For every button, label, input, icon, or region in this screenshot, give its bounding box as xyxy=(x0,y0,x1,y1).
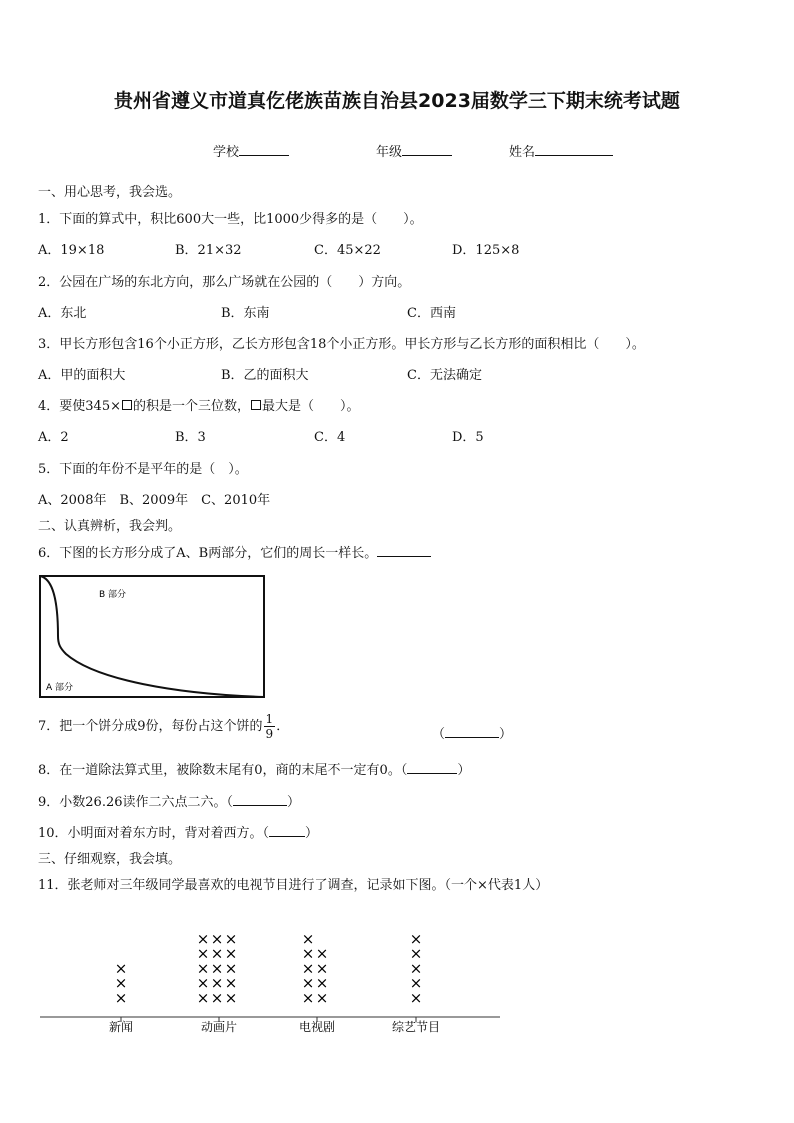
q4-option-d[interactable]: D．5 xyxy=(452,430,484,445)
q8-text-content: 8．在一道除法算式里，被除数末尾有0，商的末尾不一定有0。（ xyxy=(38,763,408,778)
tally-mark: × xyxy=(196,959,210,978)
tally-mark: × xyxy=(315,989,329,1007)
q5-options[interactable]: A、2008年 B、2009年 C、2010年 xyxy=(38,493,271,508)
grade-blank[interactable] xyxy=(402,143,452,156)
school-blank[interactable] xyxy=(239,143,289,156)
q3-option-a[interactable]: A．甲的面积大 xyxy=(38,368,126,383)
tally-mark: × xyxy=(301,944,315,963)
fraction-denominator: 9 xyxy=(265,727,274,741)
q4-text-before: 4．要使345× xyxy=(38,399,121,414)
q7-answer-blank[interactable] xyxy=(445,725,499,738)
q2-text: 2．公园在广场的东北方向，那么广场就在公园的（ ）方向。 xyxy=(38,275,411,290)
rectangle-figure xyxy=(36,572,268,702)
tally-mark: × xyxy=(409,974,423,993)
section1-heading: 一、用心思考，我会选。 xyxy=(38,185,182,200)
q1-option-b[interactable]: B．21×32 xyxy=(175,243,242,258)
tally-mark: × xyxy=(210,929,224,948)
q9-paren-close: ） xyxy=(287,795,301,810)
q1-option-c[interactable]: C．45×22 xyxy=(314,243,381,258)
q2-option-b[interactable]: B．东南 xyxy=(221,306,270,321)
q9-text-content: 9．小数26.26读作二六点二六。（ xyxy=(38,795,233,810)
tally-column-1 xyxy=(197,930,238,1007)
dividing-curve xyxy=(40,576,264,697)
q4-option-b[interactable]: B．3 xyxy=(175,430,206,445)
q3-text: 3．甲长方形包含16个小正方形，乙长方形包含18个小正方形。甲长方形与乙长方形的面积相比（ ）。 xyxy=(38,337,645,352)
tally-mark: × xyxy=(114,974,128,993)
q7-paren-close: ） xyxy=(499,727,513,742)
grade-field[interactable] xyxy=(376,141,452,160)
tally-mark: × xyxy=(224,974,238,993)
tally-column-2 xyxy=(302,930,329,1007)
tally-column-0 xyxy=(115,959,128,1007)
q7-text-before: 7．把一个饼分成9份，每份占这个饼的 xyxy=(38,719,263,734)
section3-heading: 三、仔细观察，我会填。 xyxy=(38,852,182,867)
tally-mark: × xyxy=(224,929,238,948)
category-label: 电视剧 xyxy=(298,1020,336,1034)
tally-mark: × xyxy=(210,989,224,1007)
q3-option-b[interactable]: B．乙的面积大 xyxy=(221,368,309,383)
q4-option-a[interactable]: A．2 xyxy=(38,430,69,445)
tally-mark: × xyxy=(224,944,238,963)
tally-mark: × xyxy=(301,959,315,978)
tally-mark: × xyxy=(315,944,329,963)
q2-option-a[interactable]: A．东北 xyxy=(38,306,87,321)
tally-mark: × xyxy=(196,944,210,963)
name-label: 姓名 xyxy=(509,145,536,160)
q1-text: 1．下面的算式中，积比600大一些，比1000少得多的是（ ）。 xyxy=(38,212,423,227)
tally-chart xyxy=(0,895,520,1045)
q4-text xyxy=(38,395,360,414)
q10-text xyxy=(38,822,318,841)
q6-text-content: 6．下图的长方形分成了A、B两部分，它们的周长一样长。 xyxy=(38,546,378,561)
q7-text-after: ． xyxy=(276,719,290,734)
tally-mark: × xyxy=(409,944,423,963)
q6-text xyxy=(38,542,431,561)
q1-option-a[interactable]: A．19×18 xyxy=(38,243,105,258)
name-blank[interactable] xyxy=(535,143,613,156)
q11-text: 11．张老师对三年级同学最喜欢的电视节目进行了调查，记录如下图。（一个×代表1人） xyxy=(38,878,549,893)
tally-mark: × xyxy=(210,959,224,978)
category-label: 动画片 xyxy=(200,1020,238,1034)
q1-option-d[interactable]: D．125×8 xyxy=(452,243,520,258)
box-icon xyxy=(122,400,132,410)
q10-answer-blank[interactable] xyxy=(269,824,305,837)
tally-mark: × xyxy=(196,974,210,993)
q8-text xyxy=(38,759,470,778)
tally-column-3 xyxy=(410,930,423,1007)
tally-mark: × xyxy=(409,989,423,1007)
tally-mark: × xyxy=(224,959,238,978)
label-b: B 部分 xyxy=(99,590,127,600)
q7-paren-open: （ xyxy=(432,727,446,742)
fraction-numerator: 1 xyxy=(265,712,274,726)
q4-text-after: 最大是（ ）。 xyxy=(262,399,360,414)
box-icon xyxy=(251,400,261,410)
tally-mark: × xyxy=(210,944,224,963)
q5-text: 5．下面的年份不是平年的是（ ）。 xyxy=(38,462,248,477)
tally-mark: × xyxy=(301,929,315,948)
q7-text xyxy=(38,712,289,741)
category-label: 新闻 xyxy=(108,1020,134,1034)
school-field[interactable] xyxy=(213,141,289,160)
page-title: 贵州省遵义市道真仡佬族苗族自治县2023届数学三下期末统考试题 xyxy=(114,90,680,112)
q3-option-c[interactable]: C．无法确定 xyxy=(407,368,482,383)
grade-label: 年级 xyxy=(376,145,403,160)
section2-heading: 二、认真辨析，我会判。 xyxy=(38,519,182,534)
tally-mark: × xyxy=(315,974,329,993)
category-label: 综艺节目 xyxy=(391,1020,441,1034)
tally-mark: × xyxy=(114,989,128,1007)
q8-paren-close: ） xyxy=(457,763,471,778)
fraction xyxy=(264,712,276,741)
rectangle-border xyxy=(40,576,264,697)
tally-mark: × xyxy=(301,989,315,1007)
name-field[interactable] xyxy=(509,141,613,160)
q4-text-middle: 的积是一个三位数， xyxy=(132,399,250,414)
q4-option-c[interactable]: C．4 xyxy=(314,430,346,445)
tally-mark: × xyxy=(409,959,423,978)
q9-answer-blank[interactable] xyxy=(233,793,287,806)
q6-answer-blank[interactable] xyxy=(377,544,431,557)
tally-mark: × xyxy=(409,929,423,948)
q8-answer-blank[interactable] xyxy=(407,761,457,774)
tally-mark: × xyxy=(301,974,315,993)
tally-mark: × xyxy=(114,959,128,978)
q2-option-c[interactable]: C．西南 xyxy=(407,306,456,321)
q10-text-content: 10．小明面对着东方时，背对着西方。（ xyxy=(38,826,270,841)
tally-mark: × xyxy=(196,989,210,1007)
tally-mark: × xyxy=(315,959,329,978)
tally-mark: × xyxy=(210,974,224,993)
q9-text xyxy=(38,791,300,810)
tally-mark: × xyxy=(224,989,238,1007)
label-a: A 部分 xyxy=(46,683,74,693)
q10-paren-close: ） xyxy=(305,826,319,841)
school-label: 学校 xyxy=(213,145,240,160)
q7-answer[interactable] xyxy=(432,723,512,742)
tally-mark: × xyxy=(196,929,210,948)
